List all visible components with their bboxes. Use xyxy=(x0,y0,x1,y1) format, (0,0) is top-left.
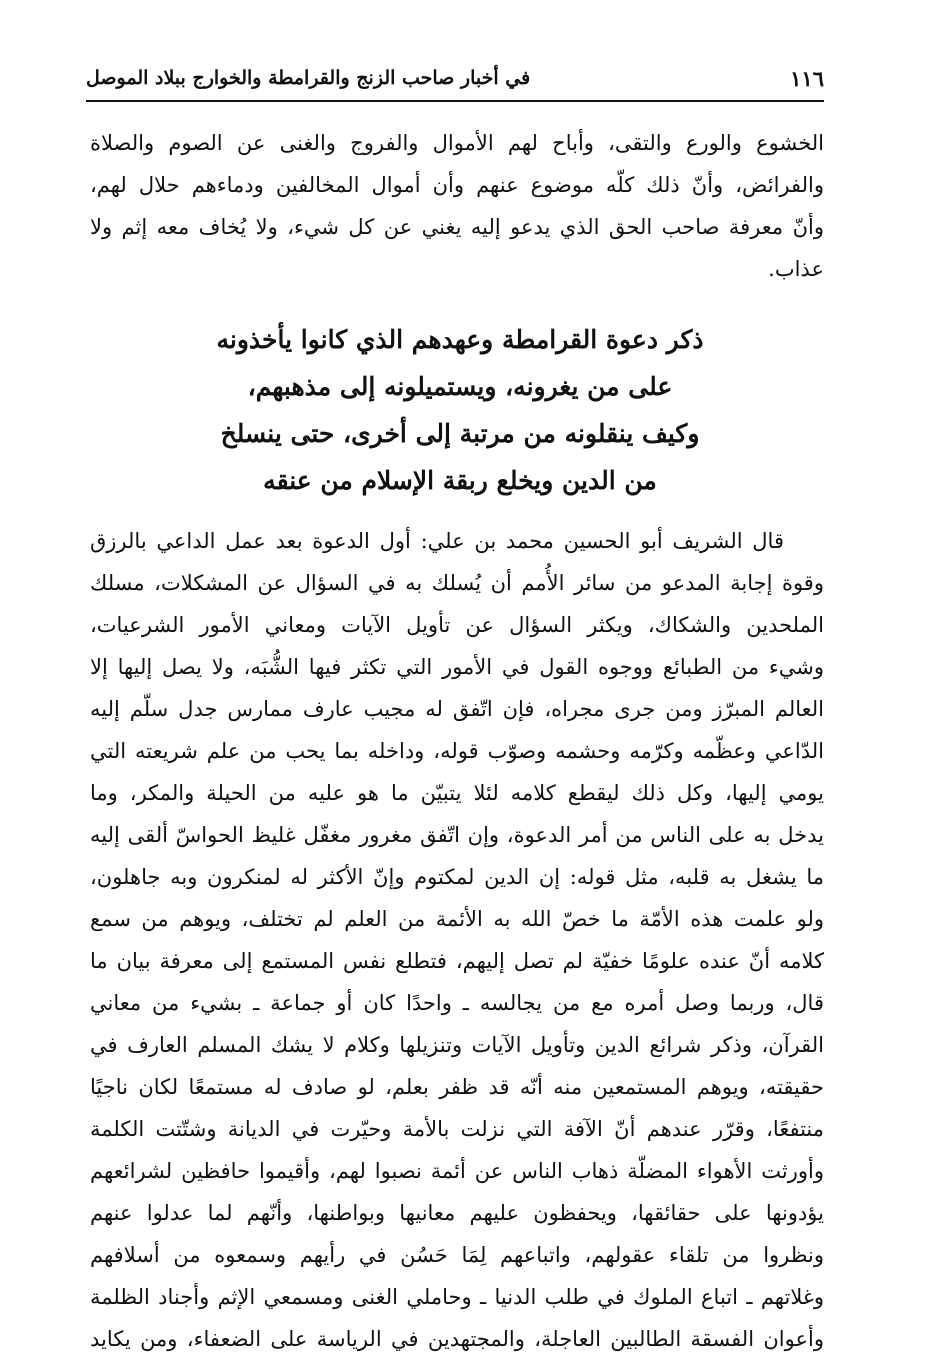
text-line: حقيقته، ويوهم المستمعين منه أنّه قد ظفر بعلم، لو صادف له مستمعًا لكان ناجيًا xyxy=(90,1075,824,1099)
top-paragraph xyxy=(90,122,824,290)
text-line: الملحدين والشكاك، ويكثر السؤال عن تأويل الآيات ومعاني الأمور الشرعيات، xyxy=(90,613,824,637)
text-line: يومي إليها، وكل ذلك ليقطع كلامه لئلا يتبيّن ما هو عليه من الحيلة والمكر، وما xyxy=(90,781,824,805)
text-line: منتفعًا، وقرّر عندهم أنّ الآفة التي نزلت بالأمة وحيّرت في الديانة وشتّتت الكلمة xyxy=(90,1117,824,1141)
text-line: قال، وربما وصل أمره مع من يجالسه ـ واحدًا كان أو جماعة ـ بشيء من معاني xyxy=(90,991,824,1015)
running-title: في أخبار صاحب الزنج والقرامطة والخوارج ببلاد الموصل xyxy=(86,67,531,89)
running-header xyxy=(86,60,824,96)
text-line: ولو علمت هذه الأمّة ما خصّ الله به الأئمة من العلم لم تختلف، ويوهم من سمع xyxy=(90,907,824,931)
text-line: وغلاتهم ـ اتباع الملوك في طلب الدنيا ـ وحاملي الغنى ومسمعي الإثم وأجناد الظلمة xyxy=(90,1285,824,1309)
text-line: الخشوع والورع والتقى، وأباح لهم الأموال والفروج والغنى عن الصوم والصلاة xyxy=(90,131,824,155)
heading-line: ذكر دعوة القرامطة وعهدهم الذي كانوا يأخذونه xyxy=(216,325,704,354)
text-line: الدّاعي وعظّمه وكرّمه وحشمه وصوّب قوله، وداخله بما يحب من علم شريعته التي xyxy=(90,739,824,763)
text-line: كلامه أنّ عنده علومًا خفيّة لم تصل إليهم، فتطلع نفس المستمع إلى معرفة بيان ما xyxy=(90,949,824,973)
text-line: العالم المبرّز ومن جرى مجراه، فإن اتّفق له مجيب عارف ممارس جدل سلّم إليه xyxy=(90,697,824,721)
heading-line: من الدين ويخلع ربقة الإسلام من عنقه xyxy=(263,466,657,495)
section-heading xyxy=(160,316,760,504)
text-line: وأعوان الفسقة الطالبين العاجلة، والمجتهدين في الرياسة على الضعفاء، ومن يكايد xyxy=(90,1327,824,1351)
text-line: ونظروا من تلقاء عقولهم، واتباعهم لِمَا حَسُن في رأيهم وسمعوه من أسلافهم xyxy=(90,1243,824,1267)
text-line: وقوة إجابة المدعو من سائر الأُمم أن يُسلك به في السؤال عن المشكلات، مسلك xyxy=(90,571,824,595)
header-divider xyxy=(86,100,824,102)
text-line: القرآن، وذكر شرائع الدين وتأويل الآيات وتنزيلها وكلام لا يشك المسلم العارف في xyxy=(90,1033,824,1057)
text-line: وشيء من الطبائع ووجوه القول في الأمور التي تكثر فيها الشُّبَه، ولا يصل إليها إلا xyxy=(90,655,824,679)
page-number: ١١٦ xyxy=(790,65,824,91)
text-line: يدخل به على الناس من أمر الدعوة، وإن اتّفق مغرور مغفّل غليظ الحواسّ ألقى إليه xyxy=(90,823,824,847)
text-line: والفرائض، وأنّ ذلك كلّه موضوع عنهم وأن أموال المخالفين ودماءهم حلال لهم، xyxy=(90,173,824,197)
body-paragraph xyxy=(90,520,824,1360)
text-line: وأنّ معرفة صاحب الحق الذي يدعو إليه يغني عن كل شيء، ولا يُخاف معه إثم ولا xyxy=(90,215,824,239)
text-line: يؤدونها على حقائقها، ويحفظون عليهم معانيها وبواطنها، وأنّهم لما عدلوا عنهم xyxy=(90,1201,824,1225)
text-line: ما يشغل به قلبه، مثل قوله: إن الدين لمكتوم وإنّ الأكثر له لمنكرون وبه جاهلون، xyxy=(90,865,824,889)
heading-line: على من يغرونه، ويستميلونه إلى مذهبهم، xyxy=(247,372,673,401)
text-line: عذاب. xyxy=(768,257,824,281)
heading-line: وكيف ينقلونه من مرتبة إلى أخرى، حتى ينسلخ xyxy=(220,419,700,448)
text-line: قال الشريف أبو الحسين محمد بن علي: أول الدعوة بعد عمل الداعي بالرزق xyxy=(90,529,784,553)
text-line: وأورثت الأهواء المضلّة ذهاب الناس عن أئمة نصبوا لهم، وأقيموا حافظين لشرائعهم xyxy=(90,1159,824,1183)
